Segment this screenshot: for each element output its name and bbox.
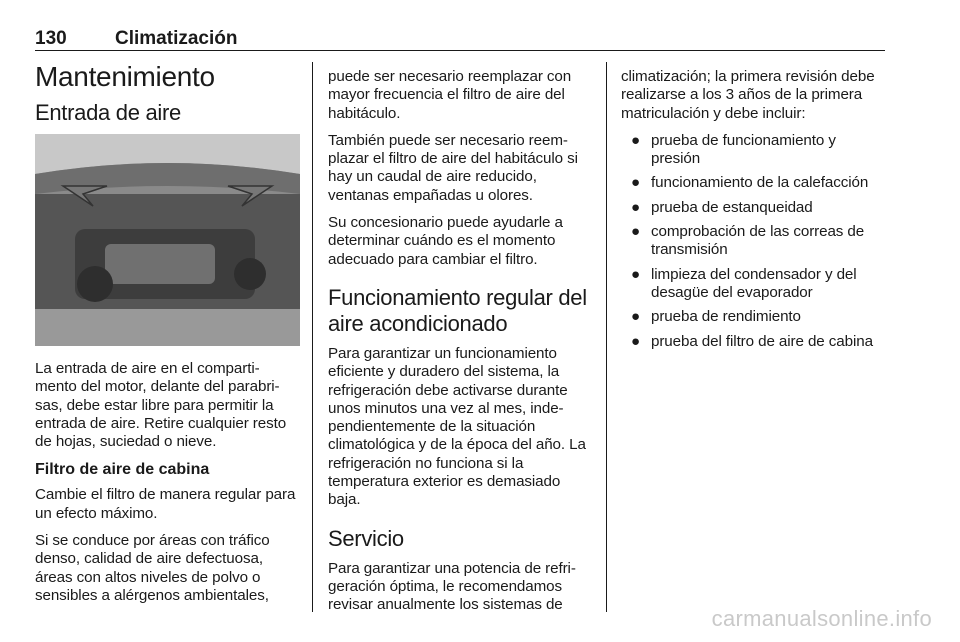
bullet: ●	[631, 308, 641, 326]
section-heading-air-intake: Entrada de aire	[35, 100, 181, 125]
bullet: ●	[631, 332, 641, 350]
column-divider-1	[312, 62, 313, 612]
ac-operation-heading: Funcionamiento regular del aire acondicionado	[328, 284, 587, 336]
list-item: ● prueba de estanqueidad	[631, 198, 813, 216]
service-text: Para garantizar una potencia de refri-geración óptima, le recomendamos revisar anualmente los sistemas de	[328, 559, 576, 614]
bullet: ●	[631, 174, 641, 192]
bullet: ●	[631, 198, 641, 216]
list-item: ● prueba de rendimiento	[631, 308, 801, 326]
watermark: carmanualsonline.info	[711, 606, 932, 631]
cabin-filter-text-1: Cambie el filtro de manera regular para un efecto máximo.	[35, 486, 296, 522]
column-divider-2	[606, 62, 607, 612]
list-item: ● limpieza del condensador y del desagüe del evaporador	[631, 265, 857, 301]
cabin-filter-text-2: Si se conduce por áreas con tráfico denso, calidad de aire defectuosa, áreas con altos niveles de polvo o sensibles a alérgenos ambientales,	[35, 532, 270, 604]
column-2	[328, 68, 596, 624]
bullet: ●	[631, 131, 641, 149]
list-item: ● prueba de funcionamiento y presión	[631, 131, 836, 168]
air-intake-text: La entrada de aire en el comparti-mento del motor, delante del parabri-sas, debe estar libre para permitir la entrada de aire. Retire cualquier resto de hojas, suciedad o nieve.	[35, 360, 287, 451]
page-header	[35, 28, 885, 51]
bullet: ●	[631, 223, 641, 241]
cabin-filter-text-5: Su concesionario puede ayudarle a determinar cuándo es el momento adecuado para cambiar el filtro.	[328, 214, 563, 268]
section-title: Climatización	[115, 28, 238, 49]
page-number: 130	[35, 28, 67, 49]
cabin-filter-text-3: puede ser necesario reemplazar con mayor frecuencia el filtro de aire del habitáculo.	[328, 68, 572, 122]
cabin-filter-heading: Filtro de aire de cabina	[35, 461, 210, 479]
service-continued-text: climatización; la primera revisión debe realizarse a los 3 años de la primera matriculación y debe incluir:	[621, 68, 875, 122]
engine-bay-photo	[35, 134, 300, 346]
service-checklist	[621, 132, 889, 351]
list-item: ● comprobación de las correas de transmisión	[631, 223, 865, 259]
chapter-heading: Mantenimiento	[35, 61, 215, 92]
bullet: ●	[631, 265, 641, 283]
ac-operation-text: Para garantizar un funcionamiento eficiente y duradero del sistema, la refrigeración debe activarse durante unos minutos una vez al mes, inde-pendientemente de la situación climatológica y de la época del año. La refrigeración no funciona si la temperatura exterior es demasiado baja.	[328, 344, 586, 509]
list-item: ● funcionamiento de la calefacción	[631, 174, 869, 192]
column-3	[621, 68, 889, 357]
list-item: ● prueba del filtro de aire de cabina	[631, 332, 873, 350]
column-1	[35, 60, 300, 614]
service-heading: Servicio	[328, 525, 404, 551]
cabin-filter-text-4: También puede ser necesario reem-plazar el filtro de aire del habitáculo si hay un caudal de aire reducido, ventanas empañadas u olores.	[328, 131, 578, 204]
